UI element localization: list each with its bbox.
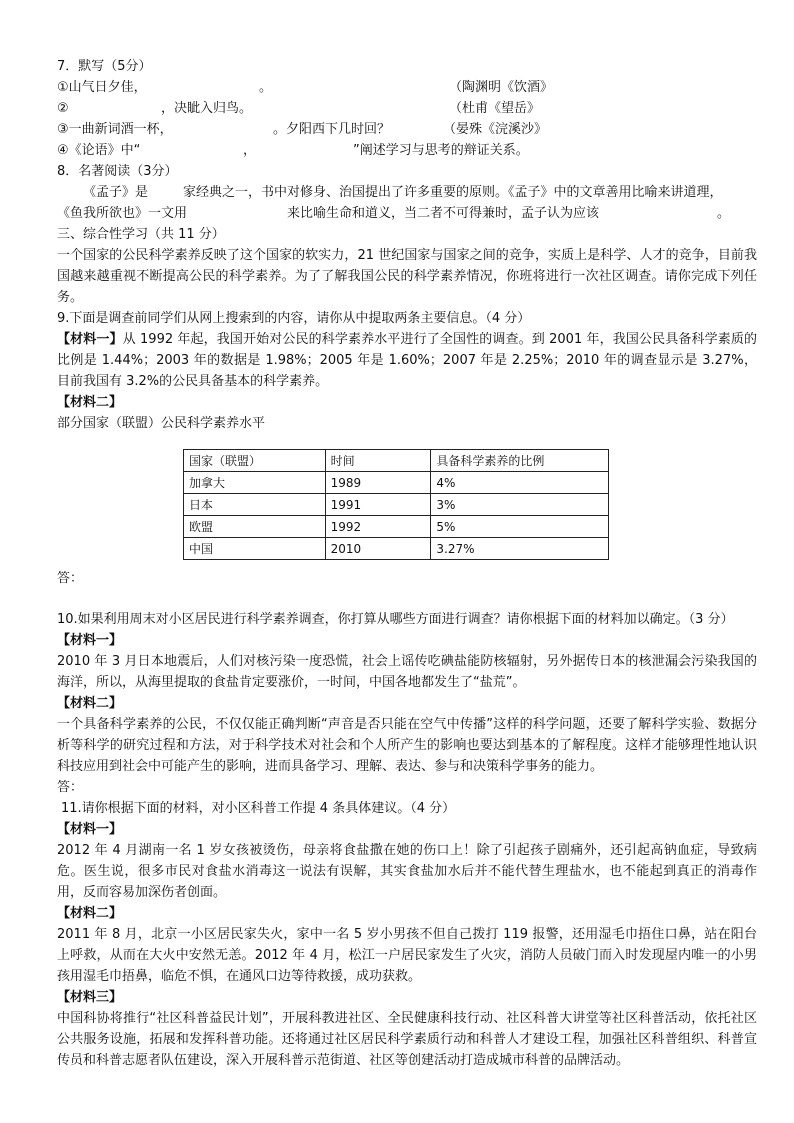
q7-line-1-source: （陶渊明《饮酒》 (449, 80, 554, 95)
q8-line-2 (57, 203, 757, 224)
q8-text-2c: 。 (717, 206, 731, 221)
table-cell: 4% (431, 472, 609, 494)
q10-m1-label: 【材料一】 (57, 633, 123, 648)
table-header-row (184, 450, 609, 472)
q10-m1-text: 2010 年 3 月日本地震后，人们对核污染一度恐慌，社会上谣传吃碘盐能防核辐射，另外据传日本的核泄漏会污染我国的海洋，所以，从海里提取的食盐肯定要涨价，一时间，中国各地都发生了“盐荒”。 (57, 654, 757, 690)
section3-title: 三、综合性学习（共 11 分） (57, 227, 225, 242)
q11-m1-label: 【材料一】 (57, 822, 123, 837)
table-row (184, 516, 609, 538)
q10-answer-label: 答： (57, 780, 84, 795)
q11-m2-text: 2011 年 8 月，北京一小区居民家失火，家中一名 5 岁小男孩不但自己拨打 119 报警，还用湿毛巾捂住口鼻，站在阳台上呼救，从而在大火中安然无恙。2012 年 4 月，松江一户居民家发生了火灾，消防人员破门而入时发现屋内唯一的小男孩用湿毛巾捂鼻，临危不惧，在通风口边等待救援，成功获救。 (57, 927, 757, 984)
science-literacy-table (183, 449, 609, 560)
table-header-cell: 具备科学素养的比例 (431, 450, 609, 472)
table-cell: 5% (431, 516, 609, 538)
q7-title: 7．默写（5分） (57, 59, 152, 74)
q7-line-3-mid: 。夕阳西下几时回？ (273, 122, 391, 137)
table-cell: 1992 (325, 516, 431, 538)
table-cell: 3.27% (431, 538, 609, 560)
q7-line-1-text: ①山气日夕佳， (57, 80, 147, 95)
q7-line-2-source: （杜甫《望岳》 (449, 101, 541, 116)
q11-m3-text: 中国科协将推行“社区科普益民计划”，开展科教进社区、全民健康科技行动、社区科普大讲堂等社区科普活动，依托社区公共服务设施，拓展和发挥科普功能。还将通过社区居民科学素质行动和科普人才建设工程，加强社区科普组织、科普宣传员和科普志愿者队伍建设，深入开展科普示范街道、社区等创建活动打造成城市科普的品牌活动。 (57, 1011, 757, 1068)
table-header-cell: 时间 (325, 450, 431, 472)
q10-question: 10.如果利用周末对小区居民进行科学素养调查，你打算从哪些方面进行调查？请你根据下面的材料加以确定。（3 分） (57, 612, 734, 627)
q8-text-2a: 《鱼我所欲也》一文用 (57, 206, 188, 221)
table-cell: 3% (431, 494, 609, 516)
q7-line-3-text: ③一曲新词酒一杯， (57, 122, 173, 137)
q7-line-2-text: ，决眦入归鸟。 (161, 101, 253, 116)
q11-m3-label: 【材料三】 (57, 990, 123, 1005)
q9-material-1 (57, 329, 757, 392)
q8-text-2b: 来比喻生命和道义，当二者不可得兼时，孟子认为应该 (287, 206, 600, 221)
q11-m1-text: 2012 年 4 月湖南一名 1 岁女孩被烫伤，母亲将食盐撒在她的伤口上！除了引起孩子剧痛外，还引起高钠血症，导致病危。医生说，很多市民对食盐水消毒这一说法有误解，其实食盐加水后并不能代替生理盐水，也不能起到真正的消毒作用，反而容易加深伤者创面。 (57, 843, 757, 900)
q9-answer-space (57, 589, 757, 609)
q11-question: 11.请你根据下面的材料，对小区科普工作提 4 条具体建议。（4 分） (61, 801, 456, 816)
table-cell: 2010 (325, 538, 431, 560)
q10-m2-label: 【材料二】 (57, 696, 123, 711)
q7-line-4-comma: ， (243, 143, 257, 158)
table-cell: 1991 (325, 494, 431, 516)
q9-table-wrap (57, 434, 757, 568)
table-cell: 欧盟 (184, 516, 326, 538)
q7-line-3-source: （晏殊《浣溪沙》 (443, 122, 548, 137)
q8-text-1b: 家经典之一，书中对修身、治国提出了许多重要的原则。《孟子》中的文章善用比喻来讲道理， (183, 185, 723, 200)
q7-line-4-text: ④《论语》中“ (57, 143, 141, 158)
table-row (184, 494, 609, 516)
exam-page (57, 56, 757, 1071)
table-cell: 加拿大 (184, 472, 326, 494)
q7-line-4-end: ”阐述学习与思考的辩证关系。 (353, 143, 529, 158)
q7-line-3 (57, 119, 757, 140)
table-cell: 日本 (184, 494, 326, 516)
q11-m2-label: 【材料二】 (57, 906, 123, 921)
q9-m2-label: 【材料二】 (57, 395, 123, 410)
q9-m1-label: 【材料一】 (57, 332, 123, 347)
q8-line-1 (57, 182, 757, 203)
q7-line-2 (57, 98, 757, 119)
q8-text-1a: 《孟子》是 (83, 185, 149, 200)
q7-line-1 (57, 77, 757, 98)
q9-table-caption: 部分国家（联盟）公民科学素养水平 (57, 416, 266, 431)
table-row (184, 538, 609, 560)
q9-m1-text: 从 1992 年起，我国开始对公民的科学素养水平进行了全国性的调查。到 2001 年，我国公民具备科学素质的比例是 1.44%；2003 年的数据是 1.98%；2005 年是 1.60%；2007 年是 2.25%；2010 年的调查显示是 3.27%，目前我国有 3.2%的公民具备基本的科学素养。 (57, 332, 757, 389)
q9-question: 9.下面是调查前同学们从网上搜索到的内容，请你从中提取两条主要信息。（4 分） (57, 311, 531, 326)
table-cell: 1989 (325, 472, 431, 494)
q8-title: 8．名著阅读（3分） (57, 164, 178, 179)
table-cell: 中国 (184, 538, 326, 560)
q9-answer-label: 答： (57, 571, 84, 586)
section3-intro: 一个国家的公民科学素养反映了这个国家的软实力，21 世纪国家与国家之间的竞争，实质上是科学、人才的竞争，目前我国越来越重视不断提高公民的科学素养。为了了解我国公民的科学素养情况，你班将进行一次社区调查。请你完成下列任务。 (57, 248, 757, 305)
table-row (184, 472, 609, 494)
table-header-cell: 国家（联盟） (184, 450, 326, 472)
q7-line-2-start: ② (57, 101, 69, 116)
q7-line-1-end: 。 (259, 80, 273, 95)
q10-m2-text: 一个具备科学素养的公民，不仅仅能正确判断“声音是否只能在空气中传播”这样的科学问题，还要了解科学实验、数据分析等科学的研究过程和方法，对于科学技术对社会和个人所产生的影响也要达到基本的了解程度。这样才能够理性地认识科技应用到社会中可能产生的影响，进而具备学习、理解、表达、参与和决策科学事务的能力。 (57, 717, 757, 774)
q7-line-4 (57, 140, 757, 161)
